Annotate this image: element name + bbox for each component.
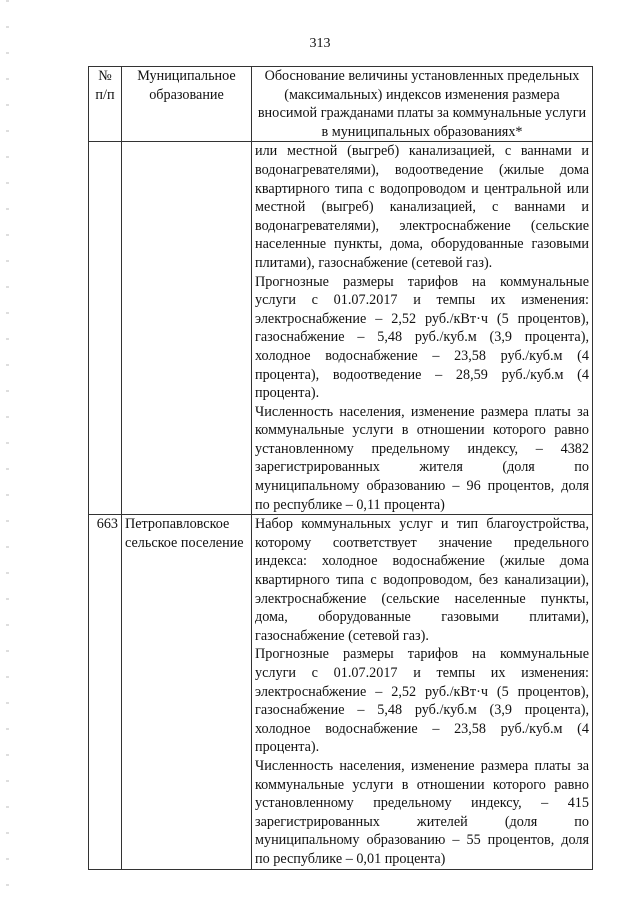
- row-number: 663: [89, 515, 122, 869]
- row-paragraph: или местной (выгреб) канализацией, с ваннами и водонагревателями), водоотведение (жилые дома квартирного типа с водопроводом и центральной или местной (выгреб) канализацией, с ваннами и водонагревателями), электроснабжение (сельские населенные пункты, дома, оборудованные газовыми плитами), газоснабжение (сетевой газ).: [255, 143, 589, 271]
- tariff-table: [88, 66, 593, 870]
- table-header-row: [89, 67, 593, 142]
- row-number: [89, 142, 122, 515]
- row-paragraph: Численность населения, изменение размера платы за коммунальные услуги в отношении которого равно установленному предельному индексу, – 4382 зарегистрированных жителя (доля по муниципальному образованию – 96 процентов, доля по республике – 0,11 процента): [255, 403, 589, 513]
- row-paragraph: Численность населения, изменение размера платы за коммунальные услуги в отношении которого равно установленному предельному индексу, – 415 зарегистрированных жителей (доля по муниципальному образованию – 55 процентов, доля по республике – 0,01 процента): [255, 757, 589, 867]
- header-municipality: Муниципальное образование: [122, 67, 252, 142]
- row-paragraph: Прогнозные размеры тарифов на коммунальные услуги с 01.07.2017 и темпы их изменения: электроснабжение – 2,52 руб./кВт·ч (5 процентов), газоснабжение – 5,48 руб./куб.м (3,9 процента), холодное водоснабжение – 23,58 руб./куб.м (4 процента).: [255, 646, 589, 756]
- row-municipality: [122, 142, 252, 515]
- header-justification: Обоснование величины установленных предельных (максимальных) индексов изменения размера вносимой гражданами платы за коммунальные услуги в муниципальных образованиях*: [252, 67, 593, 142]
- header-number: № п/п: [89, 67, 122, 142]
- row-justification: [252, 515, 593, 869]
- row-justification: [252, 142, 593, 515]
- page-number: 313: [309, 36, 331, 51]
- table-row: [89, 515, 593, 869]
- row-paragraph: Прогнозные размеры тарифов на коммунальные услуги с 01.07.2017 и темпы их изменения: электроснабжение – 2,52 руб./кВт·ч (5 процентов), газоснабжение – 5,48 руб./куб.м (3,9 процента), холодное водоснабжение – 23,58 руб./куб.м (4 процента), водоотведение – 28,59 руб./куб.м (4 процента).: [255, 273, 589, 402]
- table-row: [89, 142, 593, 515]
- scan-gutter-marks: [6, 0, 9, 905]
- row-municipality: Петропавловское сельское поселение: [122, 515, 252, 869]
- row-paragraph: Набор коммунальных услуг и тип благоустройства, которому соответствует значение предельного индекса: холодное водоснабжение (жилые дома квартирного типа с водопроводом, без канализации), электроснабжение (сельские населенные пункты, дома, оборудованные газовыми плитами), газоснабжение (сетевой газ).: [255, 516, 589, 644]
